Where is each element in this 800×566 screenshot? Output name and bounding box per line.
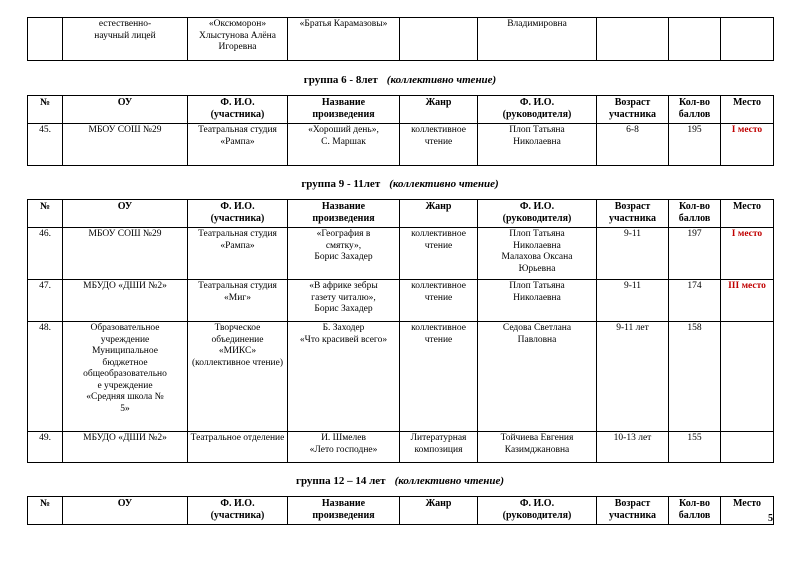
header-row xyxy=(28,96,774,124)
cell-place xyxy=(721,322,774,432)
col-header-ou: ОУ xyxy=(63,96,188,124)
cell-score: 174 xyxy=(669,280,721,322)
cell-age: 9-11 лет xyxy=(597,322,669,432)
top-spacer xyxy=(27,0,773,17)
col-header-ou: ОУ xyxy=(63,497,188,525)
status-badge: III место xyxy=(728,281,766,291)
cell-score: 195 xyxy=(669,124,721,166)
cell-ou: МБОУ СОШ №29 xyxy=(63,228,188,280)
col-header-score-l1: Кол-во xyxy=(679,498,710,509)
col-header-age xyxy=(597,96,669,124)
cell-place xyxy=(721,124,774,166)
results-table-12-14 xyxy=(27,496,774,525)
cell-participant: Театральная студия «Миг» xyxy=(188,280,288,322)
col-header-participant-l2: (участника) xyxy=(210,510,265,521)
cell-leader: Седова Светлана Павловна xyxy=(478,322,597,432)
col-header-work xyxy=(288,497,400,525)
header-row xyxy=(28,497,774,525)
section-title-6-8 xyxy=(27,74,773,87)
cell-num: 49. xyxy=(28,432,63,463)
results-table-9-11 xyxy=(27,199,774,463)
col-header-leader xyxy=(478,497,597,525)
cell-num: 48. xyxy=(28,322,63,432)
table-header xyxy=(28,200,774,228)
cell-genre xyxy=(400,18,478,61)
cell-ou: МБОУ СОШ №29 xyxy=(63,124,188,166)
col-header-ou: ОУ xyxy=(63,200,188,228)
status-badge: I место xyxy=(731,125,763,135)
col-header-participant-l1: Ф. И.О. xyxy=(220,498,255,509)
results-table-6-8 xyxy=(27,95,774,166)
cell-ou: МБУДО «ДШИ №2» xyxy=(63,280,188,322)
section-title-9-11 xyxy=(27,178,773,191)
col-header-score-l1: Кол-во xyxy=(679,201,710,212)
col-header-age-l2: участника xyxy=(608,510,657,521)
cell-age: 6-8 xyxy=(597,124,669,166)
cell-participant: Театральная студия «Рампа» xyxy=(188,124,288,166)
cell-num: 47. xyxy=(28,280,63,322)
cell-ou: Образовательное учреждение Муниципальное бюджетное общеобразовательно е учреждение «Средняя школа № 5» xyxy=(63,322,188,432)
col-header-age-l2: участника xyxy=(608,213,657,224)
cell-place xyxy=(721,432,774,463)
cell-score: 197 xyxy=(669,228,721,280)
cell-ou: МБУДО «ДШИ №2» xyxy=(63,432,188,463)
col-header-place: Место xyxy=(721,96,774,124)
cell-genre: коллективное чтение xyxy=(400,280,478,322)
cell-work: Б. Заходер «Что красивей всего» xyxy=(288,322,400,432)
col-header-work-l2: произведения xyxy=(312,109,375,120)
cell-ou: естественно- научный лицей xyxy=(63,18,188,61)
cell-leader: Плоп Татьяна Николаевна xyxy=(478,124,597,166)
col-header-score xyxy=(669,497,721,525)
cell-leader: Владимировна xyxy=(478,18,597,61)
col-header-work-l1: Название xyxy=(321,498,366,509)
cell-work: «География в смятку», Борис Захадер xyxy=(288,228,400,280)
col-header-num: № xyxy=(28,497,63,525)
table-row xyxy=(28,280,774,322)
continued-table xyxy=(27,17,774,61)
col-header-place: Место xyxy=(721,497,774,525)
col-header-participant xyxy=(188,96,288,124)
cell-work: И. Шмелев «Лето господне» xyxy=(288,432,400,463)
col-header-participant xyxy=(188,200,288,228)
table-header xyxy=(28,96,774,124)
header-row xyxy=(28,200,774,228)
col-header-num: № xyxy=(28,200,63,228)
cell-place xyxy=(721,228,774,280)
col-header-score-l2: баллов xyxy=(678,109,711,120)
col-header-participant-l2: (участника) xyxy=(210,109,265,120)
cell-score xyxy=(669,18,721,61)
col-header-leader-l2: (руководителя) xyxy=(502,109,572,120)
table-row xyxy=(28,432,774,463)
spacer-after-continued xyxy=(27,61,773,74)
col-header-genre: Жанр xyxy=(400,200,478,228)
section-group-label: группа 6 - 8лет xyxy=(303,74,378,86)
col-header-num: № xyxy=(28,96,63,124)
col-header-score-l2: баллов xyxy=(678,213,711,224)
col-header-genre: Жанр xyxy=(400,96,478,124)
col-header-leader-l1: Ф. И.О. xyxy=(519,498,555,509)
col-header-participant xyxy=(188,497,288,525)
cell-score: 155 xyxy=(669,432,721,463)
spacer-before-table-3 xyxy=(27,488,773,496)
cell-place xyxy=(721,18,774,61)
col-header-leader-l2: (руководителя) xyxy=(502,510,572,521)
col-header-score xyxy=(669,200,721,228)
spacer-before-table-1 xyxy=(27,87,773,95)
col-header-place: Место xyxy=(721,200,774,228)
cell-leader: Тойчиева Евгения Казимджановна xyxy=(478,432,597,463)
cell-participant: Творческое объединение «МИКС» (коллективное чтение) xyxy=(188,322,288,432)
col-header-genre: Жанр xyxy=(400,497,478,525)
cell-genre: коллективное чтение xyxy=(400,124,478,166)
col-header-leader xyxy=(478,96,597,124)
cell-participant: Театральное отделение xyxy=(188,432,288,463)
cell-work: «В африке зебры газету читалю», Борис Захадер xyxy=(288,280,400,322)
col-header-participant-l1: Ф. И.О. xyxy=(220,201,255,212)
cell-num: 46. xyxy=(28,228,63,280)
cell-genre: Литературная композиция xyxy=(400,432,478,463)
col-header-work xyxy=(288,200,400,228)
cell-work: «Братья Карамазовы» xyxy=(288,18,400,61)
col-header-age xyxy=(597,497,669,525)
table-row xyxy=(28,18,774,61)
col-header-leader-l1: Ф. И.О. xyxy=(519,97,555,108)
cell-age: 9-11 xyxy=(597,228,669,280)
cell-num xyxy=(28,18,63,61)
page-number: 5 xyxy=(768,513,773,524)
cell-leader: Плоп Татьяна Николаевна xyxy=(478,280,597,322)
cell-leader: Плоп Татьяна Николаевна Малахова Оксана Юрьевна xyxy=(478,228,597,280)
col-header-work-l1: Название xyxy=(321,201,366,212)
spacer-before-table-2 xyxy=(27,191,773,199)
cell-genre: коллективное чтение xyxy=(400,322,478,432)
col-header-age-l1: Возраст xyxy=(614,498,651,509)
cell-score: 158 xyxy=(669,322,721,432)
continued-table-body xyxy=(28,18,774,61)
cell-place xyxy=(721,280,774,322)
col-header-age xyxy=(597,200,669,228)
cell-num: 45. xyxy=(28,124,63,166)
cell-age: 9-11 xyxy=(597,280,669,322)
table-body-6-8 xyxy=(28,124,774,166)
table-row xyxy=(28,124,774,166)
table-body-9-11 xyxy=(28,228,774,463)
section-group-label: группа 12 – 14 лет xyxy=(295,475,386,487)
section-group-label: группа 9 - 11лет xyxy=(301,178,381,190)
section-title-12-14 xyxy=(27,475,773,488)
col-header-age-l2: участника xyxy=(608,109,657,120)
section-mode-label: (коллективно чтение) xyxy=(394,475,505,487)
col-header-participant-l2: (участника) xyxy=(210,213,265,224)
section-mode-label: (коллективно чтение) xyxy=(386,74,497,86)
cell-participant: Театральная студия «Рампа» xyxy=(188,228,288,280)
cell-genre: коллективное чтение xyxy=(400,228,478,280)
table-row xyxy=(28,228,774,280)
col-header-age-l1: Возраст xyxy=(614,201,651,212)
status-badge: I место xyxy=(731,229,763,239)
spacer-after-table-2 xyxy=(27,463,773,475)
col-header-leader xyxy=(478,200,597,228)
col-header-score xyxy=(669,96,721,124)
cell-age: 10-13 лет xyxy=(597,432,669,463)
col-header-work-l2: произведения xyxy=(312,213,375,224)
spacer-after-table-1 xyxy=(27,166,773,178)
col-header-work-l1: Название xyxy=(321,97,366,108)
col-header-participant-l1: Ф. И.О. xyxy=(220,97,255,108)
col-header-work-l2: произведения xyxy=(312,510,375,521)
table-row xyxy=(28,322,774,432)
cell-age xyxy=(597,18,669,61)
col-header-work xyxy=(288,96,400,124)
cell-participant: «Оксюморон» Хлыстунова Алёна Игоревна xyxy=(188,18,288,61)
col-header-leader-l1: Ф. И.О. xyxy=(519,201,555,212)
section-mode-label: (коллективно чтение) xyxy=(389,178,499,190)
col-header-leader-l2: (руководителя) xyxy=(502,213,572,224)
col-header-score-l1: Кол-во xyxy=(679,97,710,108)
col-header-score-l2: баллов xyxy=(678,510,711,521)
cell-work: «Хороший день», С. Маршак xyxy=(288,124,400,166)
table-header xyxy=(28,497,774,525)
col-header-age-l1: Возраст xyxy=(614,97,651,108)
